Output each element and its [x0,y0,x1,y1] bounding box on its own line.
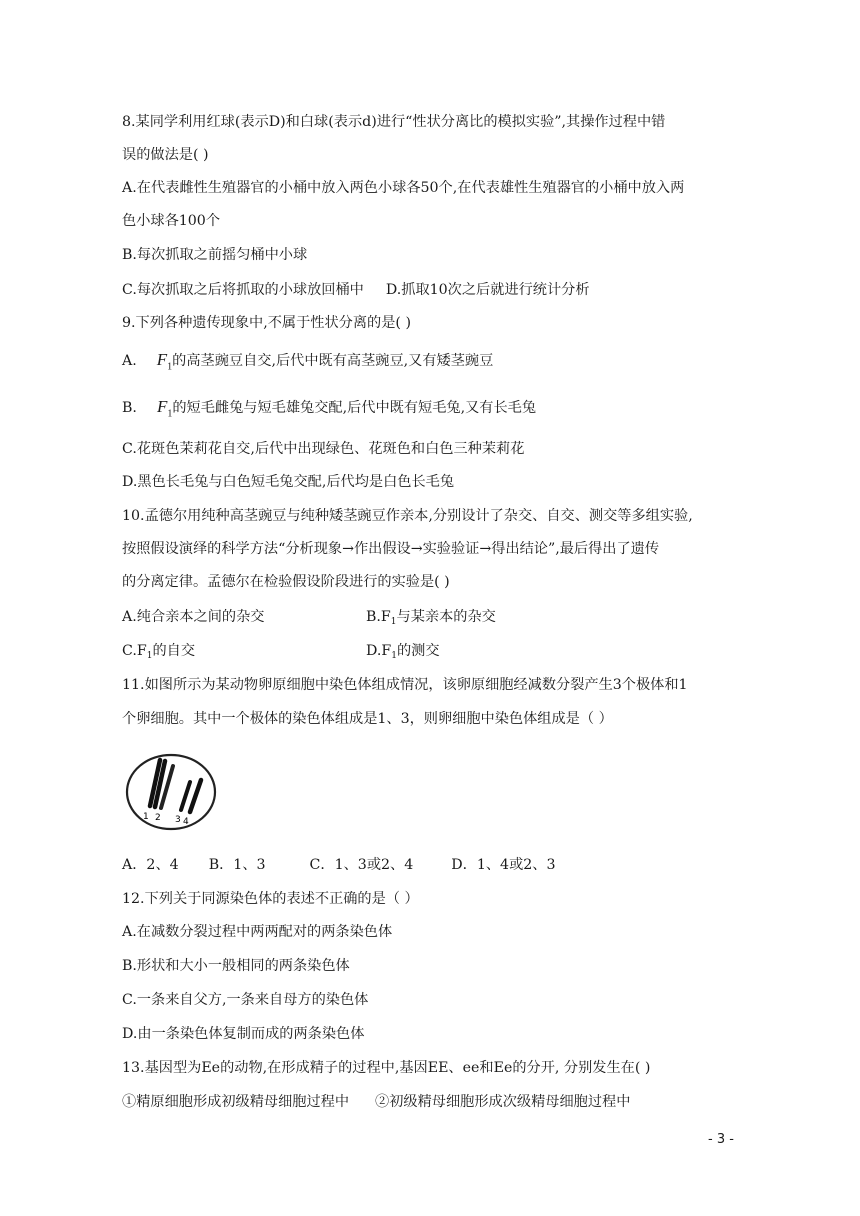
q8-option-a-line2: 色小球各100个 [122,213,221,229]
q8-option-a-line1: A.在代表雌性生殖器官的小桶中放入两色小球各50个,在代表雄性生殖器官的小桶中放入两 [122,180,685,196]
q9-option-a-text: 的高茎豌豆自交,后代中既有高茎豌豆,又有矮茎豌豆 [172,353,494,369]
figure-label-2: 2 [155,813,161,823]
q13-option-1: ①精原细胞形成初级精母细胞过程中 [122,1094,350,1110]
figure-label-4: 4 [183,817,189,827]
q11-options [122,855,556,875]
q12-option-a: A.在减数分裂过程中两两配对的两条染色体 [122,924,393,940]
q12-stem: 12.下列关于同源染色体的表述不正确的是（ ） [122,891,419,907]
f1-symbol: $F_1$ [156,397,173,420]
q11-option-d: D．1、4或2、3 [451,857,556,873]
q10-stem-line1: 10.孟德尔用纯种高茎豌豆与纯种矮茎豌豆作亲本,分别设计了杂交、自交、测交等多组实验, [122,508,693,524]
q12-option-d: D.由一条染色体复制而成的两条染色体 [122,1026,365,1042]
q12-option-c: C.一条来自父方,一条来自母方的染色体 [122,992,369,1008]
q9-option-b-text: 的短毛雌兔与短毛雄兔交配,后代中既有短毛兔,又有长毛兔 [172,400,537,416]
q11-stem-line2: 个卵细胞。其中一个极体的染色体组成是1、3，则卵细胞中染色体组成是（ ） [122,711,613,727]
q10-option-c: $C.F_1$的自交 [122,643,196,661]
figure-label-3: 3 [175,815,181,825]
chromosome-4 [190,780,201,812]
q9-option-a [122,350,493,377]
q9-option-b-label: B. [122,400,137,416]
q9-option-a-label: A. [122,353,137,369]
f1-symbol: $F_1$ [156,350,173,373]
q9-option-d: D.黑色长毛兔与白色短毛兔交配,后代均是白色长毛兔 [122,474,455,490]
q13-options [122,1092,630,1112]
chromosome-3 [181,782,190,810]
q13-option-2: ②初级精母细胞形成次级精母细胞过程中 [375,1094,631,1110]
q9-option-c: C.花斑色茉莉花自交,后代中出现绿色、花斑色和白色三种茉莉花 [122,441,525,457]
q10-option-a: A.纯合亲本之间的杂交 [122,609,265,625]
q10-stem-line3: 的分离定律。孟德尔在检验假设阶段进行的实验是( ) [122,574,450,590]
q8-option-c: C.每次抓取之后将抓取的小球放回桶中 [122,282,364,298]
q11-option-b: B．1、3 [208,857,266,873]
q10-option-b: $B.F_1$与某亲本的杂交 [366,609,496,627]
figure-label-1: 1 [143,812,149,822]
q8-option-b: B.每次抓取之前摇匀桶中小球 [122,247,308,263]
q9-option-b [122,397,536,424]
q8-stem-line1: 8.某同学利用红球(表示D)和白球(表示d)进行“性状分离比的模拟实验”,其操作过程中错 [122,114,666,130]
oogonium-chromosome-figure [124,752,218,832]
q10-stem-line2: 按照假设演绎的科学方法“分析现象→作出假设→实验验证→得出结论”,最后得出了遗传 [122,541,660,557]
q12-option-b: B.形状和大小一般相同的两条染色体 [122,958,350,974]
q8-option-d: D.抓取10次之后就进行统计分析 [385,282,590,298]
q11-option-a: A．2、4 [122,857,179,873]
page-number: - 3 - [708,1132,734,1147]
q11-stem-line1: 11.如图所示为某动物卵原细胞中染色体组成情况，该卵原细胞经减数分裂产生3个极体和1 [122,677,688,693]
q10-option-d: $D.F_1$的测交 [366,643,440,661]
q8-options-cd [122,280,590,300]
q13-stem: 13.基因型为Ee的动物,在形成精子的过程中,基因EE、ee和Ee的分开, 分别发生在( ) [122,1060,651,1076]
q11-option-c: C．1、3或2、4 [309,857,414,873]
q8-stem-line2: 误的做法是( ) [122,147,209,163]
q9-stem: 9.下列各种遗传现象中,不属于性状分离的是( ) [122,315,412,331]
